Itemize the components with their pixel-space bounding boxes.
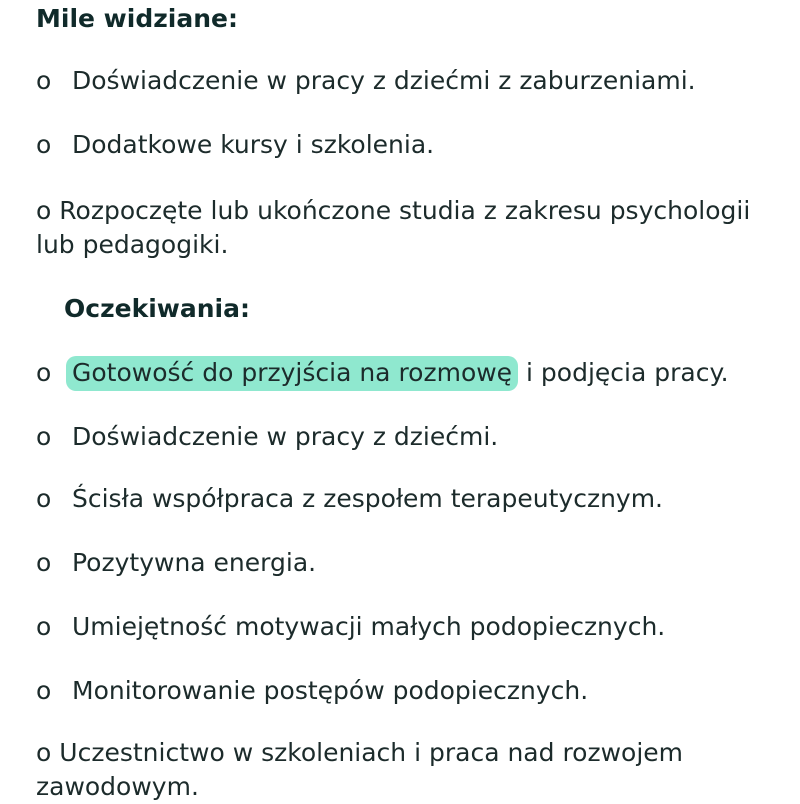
list-item-text: Pozytywna energia. [72, 548, 317, 577]
list-item-text: Doświadczenie w pracy z dziećmi. [72, 422, 499, 451]
list-item [36, 64, 696, 98]
section-heading-welcome: Mile widziane: [36, 4, 238, 33]
bullet-marker: o [36, 484, 52, 513]
bullet-marker: o [36, 676, 52, 705]
list-item [36, 420, 498, 454]
list-item [36, 194, 776, 262]
list-item [36, 610, 665, 644]
bullet-marker: o [36, 66, 52, 95]
bullet-marker: o [36, 548, 52, 577]
list-item [36, 482, 663, 516]
list-item-text: Doświadczenie w pracy z dziećmi z zaburzeniami. [72, 66, 696, 95]
bullet-marker: o [36, 358, 52, 387]
list-item-text: i podjęcia pracy. [518, 358, 729, 387]
bullet-marker: o [36, 422, 52, 451]
bullet-marker: o [36, 738, 52, 767]
highlighted-text: Gotowość do przyjścia na rozmowę [66, 356, 518, 391]
list-item [36, 736, 776, 804]
list-item-text: Uczestnictwo w szkoleniach i praca nad rozwojem zawodowym. [36, 738, 684, 801]
list-item-text: Ścisła współpraca z zespołem terapeutycznym. [72, 484, 664, 513]
list-item [36, 128, 434, 162]
bullet-marker: o [36, 612, 52, 641]
bullet-marker: o [36, 130, 52, 159]
bullet-marker: o [36, 196, 52, 225]
list-item [36, 674, 588, 708]
list-item [36, 546, 316, 580]
list-item-text: Umiejętność motywacji małych podopiecznych. [72, 612, 666, 641]
section-heading-expectations: Oczekiwania: [64, 294, 250, 323]
list-item-text: Rozpoczęte lub ukończone studia z zakresu psychologii lub pedagogiki. [36, 196, 751, 259]
list-item-text: Monitorowanie postępów podopiecznych. [72, 676, 589, 705]
list-item [36, 356, 729, 390]
list-item-text: Dodatkowe kursy i szkolenia. [72, 130, 435, 159]
